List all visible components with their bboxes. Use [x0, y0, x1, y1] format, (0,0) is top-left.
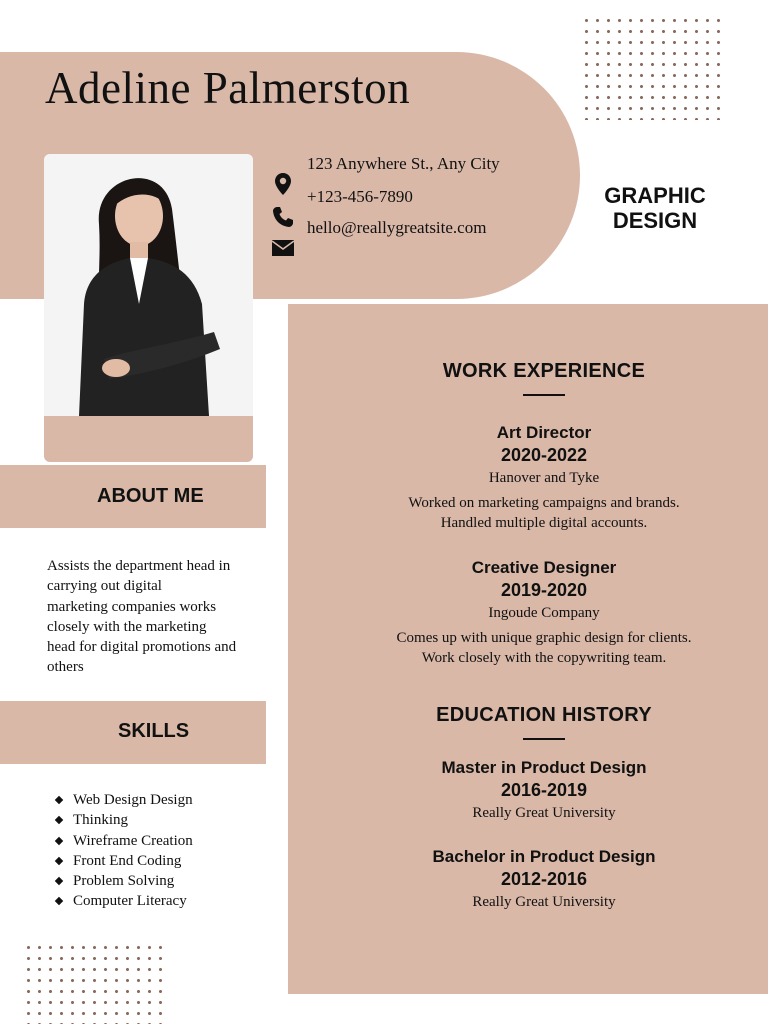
education-2-years: 2012-2016 — [500, 869, 588, 889]
education-1-degree: Master in Product Design — [441, 758, 647, 777]
education-2-school: Really Great University — [472, 894, 616, 910]
divider-rule — [523, 738, 565, 740]
phone-icon — [271, 205, 295, 229]
skills-list — [55, 790, 193, 912]
skill-item: Wireframe Creation — [55, 831, 193, 851]
about-me-title: ABOUT ME — [97, 485, 204, 507]
contact-address: 123 Anywhere St., Any City — [307, 154, 500, 173]
job-1-desc-line-1: Worked on marketing campaigns and brands. — [408, 495, 680, 511]
contact-phone: +123-456-7890 — [307, 187, 413, 206]
job-2-desc-line-1: Comes up with unique graphic design for clients. — [396, 630, 692, 646]
skills-title: SKILLS — [118, 720, 190, 742]
skill-item: Front End Coding — [55, 851, 193, 871]
skill-item: Thinking — [55, 810, 193, 830]
right-panel — [288, 304, 768, 994]
person-portrait-icon — [44, 154, 253, 416]
photo-frame-tab — [44, 416, 253, 462]
about-line: Assists the department head in — [47, 558, 231, 574]
job-1-desc-line-2: Handled multiple digital accounts. — [440, 515, 648, 531]
work-experience-title: WORK EXPERIENCE — [442, 360, 646, 382]
role-line-1: GRAPHIC — [604, 183, 706, 208]
role-line-2: DESIGN — [612, 208, 698, 233]
job-2-company: Ingoude Company — [488, 605, 600, 621]
contact-email[interactable]: hello@reallygreatsite.com — [307, 218, 487, 237]
about-line: marketing companies works — [47, 598, 217, 615]
about-line: carrying out digital — [47, 578, 162, 595]
about-line: closely with the marketing — [47, 618, 207, 635]
divider-rule — [523, 394, 565, 396]
education-1-school: Really Great University — [472, 805, 616, 821]
envelope-icon — [271, 236, 295, 260]
skill-item: Computer Literacy — [55, 891, 193, 911]
about-line: others — [47, 659, 84, 676]
about-line: head for digital promotions and — [47, 639, 237, 656]
job-2-years: 2019-2020 — [500, 580, 588, 600]
dot-grid-top-right — [581, 15, 726, 120]
job-1-title: Art Director — [496, 423, 592, 442]
skill-item: Problem Solving — [55, 871, 193, 891]
about-me-text — [47, 556, 262, 678]
profile-photo — [44, 154, 253, 416]
candidate-name: Adeline Palmerston — [45, 63, 411, 113]
education-history-title: EDUCATION HISTORY — [436, 704, 652, 726]
job-2-desc-line-2: Work closely with the copywriting team. — [421, 650, 667, 666]
job-1-company: Hanover and Tyke — [488, 470, 600, 486]
job-1-years: 2020-2022 — [500, 445, 588, 465]
education-2-degree: Bachelor in Product Design — [432, 847, 656, 866]
job-role-title — [585, 183, 725, 233]
location-pin-icon — [271, 172, 295, 196]
job-2-title: Creative Designer — [471, 558, 617, 577]
education-1-years: 2016-2019 — [500, 780, 588, 800]
dot-grid-bottom-left — [23, 942, 168, 1024]
skill-item: Web Design Design — [55, 790, 193, 810]
